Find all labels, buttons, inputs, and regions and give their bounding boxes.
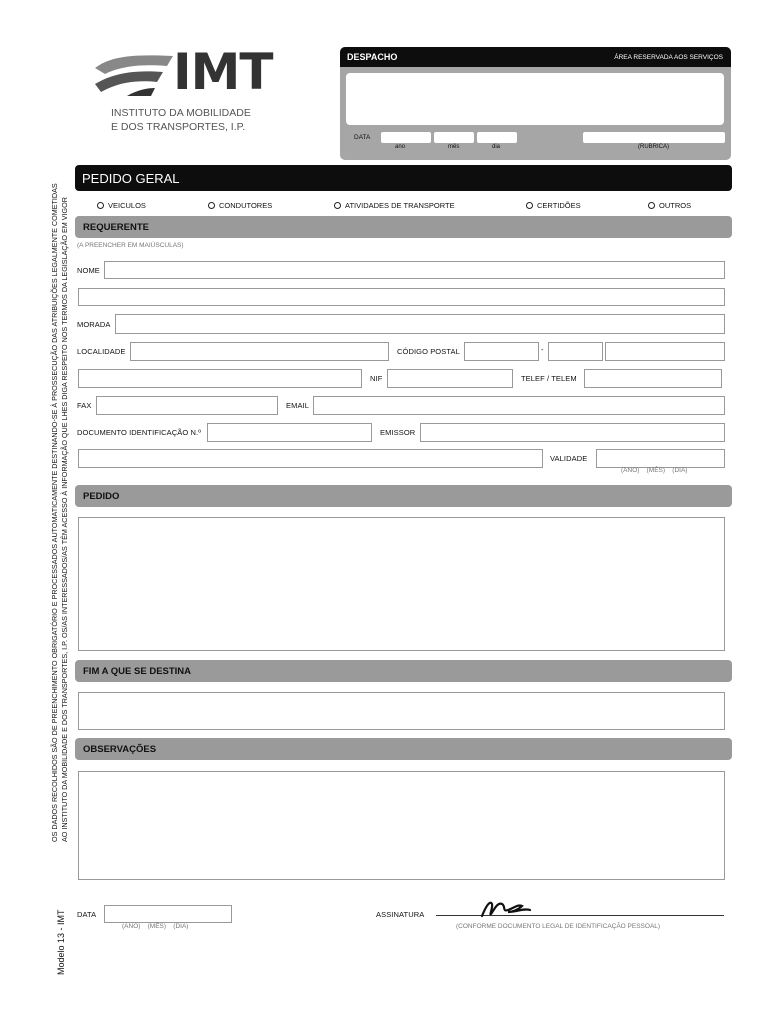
side-notice-line2: AO INSTITUTO DA MOBILIDADE E DOS TRANSPORTES, I.P. OS/AS INTERESSADOS/AS TÊM ACESSO À INFORMAÇÃO QUE LHES DIGA RESPEITO NOS TERMOS DA LEGISLAÇÃO EM VIGOR [60, 197, 69, 842]
email-field[interactable] [313, 396, 725, 415]
fim-header: FIM A QUE SE DESTINA [75, 660, 732, 682]
nome-field-continued[interactable] [78, 288, 725, 306]
despacho-year-field[interactable] [381, 132, 431, 143]
observacoes-textarea[interactable] [78, 771, 725, 880]
nif-label: NIF [370, 374, 383, 383]
option-label: OUTROS [659, 201, 692, 210]
doc-extra-field[interactable] [78, 449, 543, 468]
signature-hint: (CONFORME DOCUMENTO LEGAL DE IDENTIFICAÇÃO PESSOAL) [456, 923, 661, 930]
observacoes-header: OBSERVAÇÕES [75, 738, 732, 760]
option-label: CONDUTORES [219, 201, 273, 210]
fax-field[interactable] [96, 396, 278, 415]
validade-label: VALIDADE [550, 454, 588, 463]
requerente-header: REQUERENTE [75, 216, 732, 238]
model-number: Modelo 13 - IMT [56, 909, 66, 975]
pedido-textarea[interactable] [78, 517, 725, 651]
doc-id-field[interactable] [207, 423, 372, 442]
despacho-ano-hint: ano [395, 144, 406, 150]
codigo-postal-locality-field[interactable] [605, 342, 725, 361]
reserved-area-note: ÁREA RESERVADA AOS SERVIÇOS [614, 54, 723, 61]
despacho-panel [340, 47, 731, 160]
option-label: ATIVIDADES DE TRANSPORTE [345, 201, 455, 210]
option-label: VEICULOS [108, 201, 146, 210]
logo-line2: E DOS TRANSPORTES, I.P. [111, 121, 246, 133]
footer-date-hint: (ANO) (MÊS) (DIA) [122, 923, 189, 930]
footer-date-field[interactable] [104, 905, 232, 923]
codigo-postal-field-2[interactable] [548, 342, 603, 361]
option-label: CERTIDÕES [537, 201, 581, 210]
despacho-header [340, 47, 731, 67]
codigo-postal-label: CÓDIGO POSTAL [397, 347, 460, 356]
despacho-month-field[interactable] [434, 132, 474, 143]
option-certidoes[interactable] [526, 201, 581, 210]
signature-label: ASSINATURA [376, 910, 425, 919]
footer-date-label: DATA [77, 910, 97, 919]
telef-label: TELEF / TELEM [521, 374, 577, 383]
despacho-day-field[interactable] [477, 132, 517, 143]
morada-field[interactable] [115, 314, 725, 334]
doc-id-label: DOCUMENTO IDENTIFICAÇÃO N.º [77, 428, 202, 437]
radio-icon [208, 202, 215, 209]
codigo-postal-field-1[interactable] [464, 342, 539, 361]
option-veiculos[interactable] [97, 201, 146, 210]
signature-scribble [478, 896, 534, 920]
radio-icon [334, 202, 341, 209]
side-notice-line1: OS DADOS RECOLHIDOS SÃO DE PREENCHIMENTO OBRIGATÓRIO E PROCESSADOS AUTOMATICAMENTE DESTINANDO-SE À PROSSECUÇÃO DAS ATRIBUIÇÕES LEGALMENTE COMETIDAS [50, 183, 59, 842]
despacho-rubrica-hint: (RUBRICA) [638, 144, 669, 150]
validade-field[interactable] [596, 449, 725, 468]
form-title-bar [75, 165, 732, 191]
emissor-field[interactable] [420, 423, 725, 442]
despacho-title: DESPACHO [347, 52, 398, 62]
radio-icon [526, 202, 533, 209]
fax-label: FAX [77, 401, 92, 410]
emissor-label: EMISSOR [380, 428, 416, 437]
localidade-extra-field[interactable] [78, 369, 362, 388]
fim-textarea[interactable] [78, 692, 725, 730]
imt-logo [93, 43, 273, 138]
option-condutores[interactable] [208, 201, 272, 210]
email-label: EMAIL [286, 401, 310, 410]
logo-line1: INSTITUTO DA MOBILIDADE [111, 107, 251, 119]
validade-date-hint: (ANO) (MÊS) (DIA) [621, 467, 688, 474]
nome-label: NOME [77, 266, 100, 275]
pedido-header: PEDIDO [75, 485, 732, 507]
despacho-dia-hint: dia [492, 144, 501, 150]
codigo-postal-dash: - [541, 345, 544, 354]
option-outros[interactable] [648, 201, 691, 210]
radio-icon [97, 202, 104, 209]
localidade-field[interactable] [130, 342, 389, 361]
localidade-label: LOCALIDADE [77, 347, 126, 356]
despacho-mes-hint: mês [448, 144, 460, 150]
morada-label: MORADA [77, 320, 111, 329]
despacho-date-label: DATA [354, 134, 371, 141]
form-title: PEDIDO GERAL [82, 171, 180, 186]
telef-field[interactable] [584, 369, 722, 388]
logo-wave-icon [93, 50, 175, 100]
nif-field[interactable] [387, 369, 513, 388]
logo-brand: IMT [173, 43, 273, 101]
radio-icon [648, 202, 655, 209]
option-atividades-transporte[interactable] [334, 201, 455, 210]
requerente-hint: (A PREENCHER EM MAIÚSCULAS) [77, 242, 184, 249]
nome-field[interactable] [104, 261, 725, 279]
despacho-text-field[interactable] [346, 73, 724, 125]
despacho-rubrica-field[interactable] [583, 132, 725, 143]
